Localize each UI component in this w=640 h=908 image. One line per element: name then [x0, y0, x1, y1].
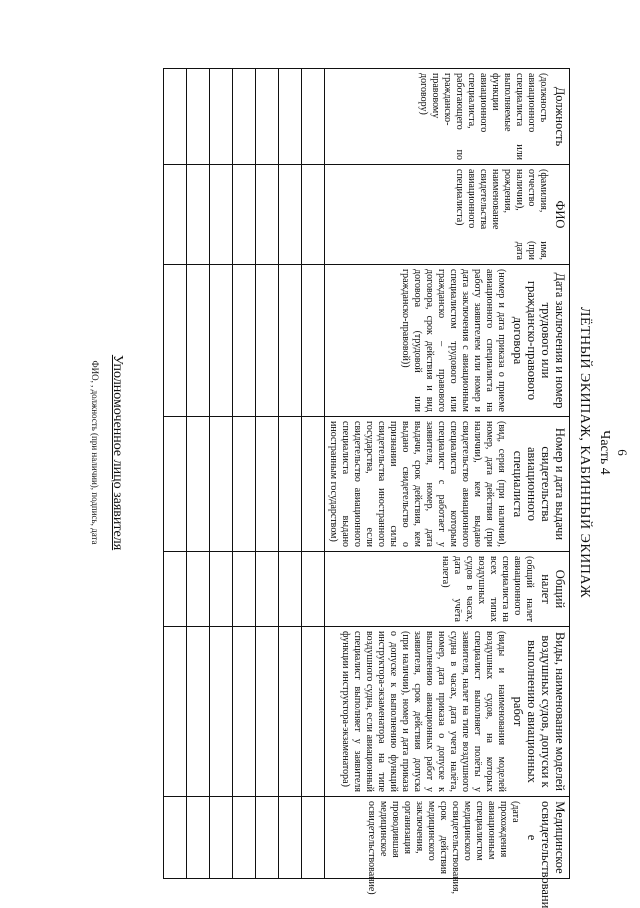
table-cell[interactable] — [210, 627, 233, 797]
table-cell[interactable] — [187, 417, 210, 552]
table-header-row — [325, 69, 570, 879]
table-cell[interactable] — [279, 797, 302, 879]
column-note: (общий налет авиационного специалиста на всех типах воздушных судов в часах, дата учёта налета) — [440, 556, 535, 622]
column-title: ФИО — [553, 200, 567, 229]
table-cell[interactable] — [302, 69, 325, 165]
table-cell[interactable] — [233, 627, 256, 797]
table-cell[interactable] — [279, 627, 302, 797]
table-cell[interactable] — [210, 552, 233, 627]
table-cell[interactable] — [256, 417, 279, 552]
table-cell[interactable] — [210, 265, 233, 417]
column-header-position — [325, 69, 570, 165]
table-cell[interactable] — [302, 165, 325, 265]
table-cell[interactable] — [256, 627, 279, 797]
table-cell[interactable] — [256, 552, 279, 627]
column-title: Медицинское освидетельствовани е — [525, 801, 567, 908]
table-cell[interactable] — [164, 417, 187, 552]
column-title: Номер и дата выдачи свидетельства авиационного специалиста — [511, 427, 567, 541]
table-cell[interactable] — [164, 797, 187, 879]
signatory-note: ФИО, , должность (при наличии), подпись, дата — [90, 360, 100, 545]
table-cell[interactable] — [210, 797, 233, 879]
column-title: Должность — [553, 86, 567, 147]
table-cell[interactable] — [279, 265, 302, 417]
table-cell[interactable] — [256, 797, 279, 879]
table-cell[interactable] — [164, 552, 187, 627]
column-note: (фамилия, имя, отчество (при наличии), дата рождения, наименование свидетельства авиационного специалиста) — [454, 169, 549, 260]
table-cell[interactable] — [233, 69, 256, 165]
column-note: (номер и дата приказа о приеме авиационного специалиста на работу заявителем или номер и дата заключения с авиационным специалистом трудового или гражданско – правового договора, срок действия и вид договора (трудовой или гражданско-правовой)) — [400, 269, 507, 412]
table-cell[interactable] — [302, 417, 325, 552]
table-row — [187, 69, 210, 879]
table-cell[interactable] — [187, 265, 210, 417]
table-row — [210, 69, 233, 879]
table-row — [233, 69, 256, 879]
table-cell[interactable] — [164, 265, 187, 417]
column-header-name — [325, 165, 570, 265]
table-cell[interactable] — [187, 69, 210, 165]
table-cell[interactable] — [210, 417, 233, 552]
part-label: Часть 4 — [597, 430, 612, 475]
column-header-certificate — [325, 417, 570, 552]
table-cell[interactable] — [279, 417, 302, 552]
table-row — [256, 69, 279, 879]
crew-table — [163, 68, 570, 908]
table-cell[interactable] — [233, 797, 256, 879]
table-cell[interactable] — [164, 69, 187, 165]
table-row — [164, 69, 187, 879]
table-cell[interactable] — [256, 265, 279, 417]
table-cell[interactable] — [302, 552, 325, 627]
table-row — [302, 69, 325, 879]
table-cell[interactable] — [187, 627, 210, 797]
table-cell[interactable] — [233, 417, 256, 552]
section-title: ЛЁТНЫЙ ЭКИПАЖ, КАБИННЫЙ ЭКИПАЖ — [577, 306, 592, 599]
column-note: (дата прохождения авиационным специалистом медицинского освидетельствования, срок действия медицинского заключения, организация проводившая медицинское освидетельствование) — [366, 801, 521, 895]
column-header-aircraft-types — [325, 627, 570, 797]
table-cell[interactable] — [256, 69, 279, 165]
column-title: Дата заключения и номер трудового или гражданско-правового договора — [511, 272, 567, 409]
column-title: Общий налет — [539, 569, 567, 609]
column-header-contract — [325, 265, 570, 417]
table-cell[interactable] — [164, 627, 187, 797]
column-note: (вид, серия (при наличии), номер, дата действия (при наличии), кем выдано свидетельство авиационного специалиста которым специалист с работает у заявителя, номер, дата выдачи, срок действия, кем выдано свидетельство о признании силы свидетельства иностранного государства, если свидетельство авиационного специалиста выдано иностранным государством) — [328, 421, 507, 547]
table-cell[interactable] — [233, 265, 256, 417]
table-cell[interactable] — [302, 797, 325, 879]
table-cell[interactable] — [187, 552, 210, 627]
column-header-medical — [325, 797, 570, 908]
table-cell[interactable] — [187, 165, 210, 265]
table-cell[interactable] — [187, 797, 210, 879]
table-row — [279, 69, 302, 879]
table-cell[interactable] — [302, 627, 325, 797]
table-cell[interactable] — [210, 165, 233, 265]
signatory-title: Уполномоченное лицо заявителя — [110, 354, 125, 551]
table-cell[interactable] — [302, 265, 325, 417]
table-cell[interactable] — [279, 69, 302, 165]
table-cell[interactable] — [210, 69, 233, 165]
column-note: (виды и наименования моделей воздушных судов, на которых специалист выполняет полёты у заявителя, налет на типе воздушного судна в часах, дата учета налёта, номер, дата приказа о допуске к выполнению авиационных работ у заявителя, срок действия допуска (при наличии), номер и дата приказа о допуске к выполнению функций инструктора-экзаменатора на типе воздушного судна, если авиационный специалист выполняет у заявителя функции инструктора-экзаменатора) — [340, 631, 507, 792]
table-cell[interactable] — [233, 165, 256, 265]
table-cell[interactable] — [279, 552, 302, 627]
table-cell[interactable] — [256, 165, 279, 265]
column-note: (должность авиационного специалиста или выполняемые функции авиационного специалиста, работающего по гражданско-правовому договору) — [418, 73, 549, 160]
column-header-flight-hours — [325, 552, 570, 627]
table-cell[interactable] — [164, 165, 187, 265]
page-number: 6 — [615, 449, 630, 456]
column-title: Виды, наименование моделей воздушных судов, допуски к выполнению авиационных работ — [511, 632, 567, 791]
table-cell[interactable] — [233, 552, 256, 627]
table-cell[interactable] — [279, 165, 302, 265]
